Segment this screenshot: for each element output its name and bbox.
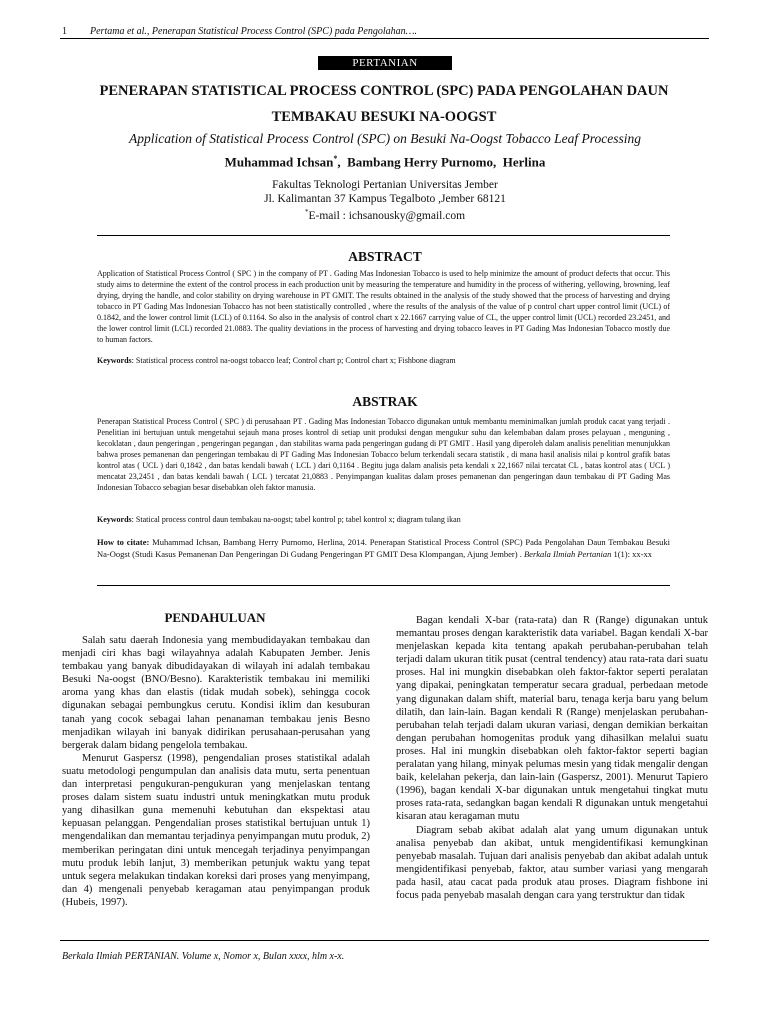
email-mark: * (304, 208, 309, 216)
abstract-body: Application of Statistical Process Control ( SPC ) in the company of PT . Gading Mas Indonesian Tobacco is used to help minimize the amount of product defects that occur. This study aims to determine the extent of the control process in each production unit by measuring the temperature and humidity in the process of withering, yellowing, browning, leaf drying, drying the handle, and color stability on drying warehouse in PT GMIT. The results obtained in the analysis of the study showed that the process of harvesting and drying tobacco in PT Gading Mas Indonesian Tobacco has not been statistically controlled , where the results of the analysis of the value of p control chart upper control limit (UCL) of 0.1842, and the lower control limit (LCL) of 0.1164. So also in the analysis of control chart x 22.1667 carrying value of CL, the upper control limit (UCL) recorded 23.2451, and the lower control limit (LCL) recorded 21.0883. The quality deviations in the process of harvesting and drying tobacco leaves in PT Gading Mas Indonesian Tobacco mostly due to human factors. (97, 269, 670, 344)
running-title: Pertama et al., Penerapan Statistical Process Control (SPC) pada Pengolahan…. (90, 26, 418, 37)
abstract-bottom-divider (97, 585, 670, 586)
keywords-label: Keywords (97, 515, 132, 524)
page-number: 1 (62, 26, 67, 37)
paragraph: Menurut Gaspersz (1998), pengendalian proses statistikal adalah suatu metodologi pengumpulan dan analisis data mutu, serta penentuan dan interpretasi pengukuran-pengukuran yang menjelaskan tentang proses dalam sistem suatu industri untuk meningkatkan mutu produk yang dihasilkan guna memenuhi kebutuhan dan ekspektasi atau kepuasan pelanggan. Pengendalian proses statistikal bertujuan untuk 1) mengendalikan dan memantau terjadinya penyimpangan mutu produk, 2) memberikan peringatan dini untuk mencegah terjadinya penyimpangan mutu produk lebih lanjut, 3) memberikan petunjuk waktu yang tepat untuk segera melakukan tindakan koreksi dari proses yang menyimpang, dan 4) mengenali penyebab keragaman atau penyimpangan produk (Hubeis, 1997). (62, 752, 370, 908)
corresponding-mark: * (333, 154, 338, 163)
paragraph: Diagram sebab akibat adalah alat yang umum digunakan untuk analisa penyebab dan akibat, untuk mengidentifikasi kemungkinan penyebab masalah. Tujuan dari analisis penyebab dan akibat adalah untuk mengidentifikasi penyebab, faktor, atau sumber variasi yang mengarah pada hasil, atau cacat pada produk atau proses. Diagram fishbone ini focus pada penyebab masalah dengan cara yang terstruktur dan tidak (396, 824, 708, 901)
abstract-heading: ABSTRACT (348, 249, 422, 264)
header-divider (60, 38, 709, 39)
affiliation-line-2: Jl. Kalimantan 37 Kampus Tegalboto ,Jember 68121 (264, 192, 506, 205)
keywords-label: Keywords (97, 356, 132, 365)
keywords-text: : Statistical process control na-oogst tobacco leaf; Control chart p; Control chart x; Fishbone diagram (131, 356, 456, 365)
citation (97, 536, 670, 560)
author-list: Muhammad Ichsan*, Bambang Herry Purnomo, Herlina (224, 154, 546, 170)
paragraph: Bagan kendali X-bar (rata-rata) dan R (Range) digunakan untuk memantau proses dengan karakteristik data variabel. Bagan kendali X-bar menjelaskan kepada kita tentang apakah perubahan-perubahan telah terjadi dalam ukuran titik pusat (central tendency) atau rata-rata dari suatu proses. Hal ini mungkin disebabkan oleh faktor-faktor seperti peralatan yang dipakai, peningkatan temperatur secara gradual, perbedaan metode yang digunakan dalam shift, material baru, tenaga kerja baru yang belum dilatih, dan lain-lain. Bagan kendali R (Range) menjelaskan perubahan-perubahan telah terjadi dalam ukuran variasi, dengan demikian berkaitan dengan perubahan homogenitas produk yang dihasilkan melalui suatu proses. Hal ini mungkin disebabkan oleh faktor-faktor seperti bagian peralatan yang hilang, minyak pelumas mesin yang tidak mengalir dengan baik, kelelahan pekerja, dan lain-lain (Gaspersz, 2001). Menurut Tapiero (1996), bagan kendali X-bar digunakan untuk mengetahui tingkat mutu proses rata-rata, sedangkan bagan kendali R digunakan untuk mengetahui kisaran atau keragaman mutu (396, 615, 708, 823)
intro-right-column (396, 614, 708, 902)
affiliation (60, 179, 710, 223)
email-line (60, 206, 710, 223)
title-line-2: TEMBAKAU BESUKI NA-OOGST (271, 109, 497, 125)
abstrak-heading: ABSTRAK (352, 394, 418, 409)
citation-journal: Berkala Ilmiah Pertanian (523, 549, 612, 559)
footer-divider (60, 940, 709, 941)
abstrak-body: Penerapan Statistical Process Control ( SPC ) di perusahaan PT . Gading Mas Indonesian Tobacco digunakan untuk membantu meminimalkan jumlah produk cacat yang terjadi . Penelitian ini bertujuan untuk mengetahui sejauh mana proses kontrol di setiap unit produksi dengan mengukur suhu dan kelembaban dalam proses pelayuan , menguning , kecoklatan , daun pengeringan , pengeringan pegangan , dan stabilitas warna pada pengeringan gudang di PT GMIT . Hasil yang diperoleh dalam analisis penelitian menunjukkan bahwa proses pemanenan dan pengeringan tembakau di PT Gading Mas Indonesian Tobacco belum terkendali secara statistik , di mana hasil analisis nilai p kontrol grafik batas kontrol atas ( UCL ) dari 0,1842 , dan batas kendali bawah ( LCL ) dari 0,1164 . Begitu juga dalam analisis peta kendali x 22,1667 nilai tercatat CL , batas kontrol atas ( UCL ) mencatat 23,2451 , dan batas kendali bawah ( LCL ) tercatat 21,0883 . Penyimpangan kualitas dalam proses pemanenan dan pengeringan daun tembakau di PT Gading Mas Indonesian Tobacco sebagian besar disebabkan oleh faktor manusia. (97, 417, 670, 492)
author-3: Herlina (502, 154, 546, 170)
section-label: PERTANIAN (318, 56, 452, 70)
title-line-1: PENERAPAN STATISTICAL PROCESS CONTROL (SPC) PADA PENGOLAHAN DAUN (99, 83, 669, 99)
intro-left-column (62, 634, 370, 909)
citation-text: Muhammad Ichsan, Bambang Herry Purnomo, Herlina, 2014. Penerapan Statistical Process Control (SPC) Pada Pengolahan Daun Tembakau Besuki Na-Oogst (Studi Kasus Pemanenan Dan Pengeringan Di Gudang Pengeringan PT GMIT Desa Klompangan, Ajung Jember) . (97, 537, 670, 559)
affiliation-line-1: Fakultas Teknologi Pertanian Universitas Jember (272, 179, 498, 191)
journal-footer: Berkala Ilmiah PERTANIAN. Volume x, Nomor x, Bulan xxxx, hlm x-x. (62, 951, 345, 962)
abstract-top-divider (97, 235, 670, 236)
email-address: E-mail : ichsanousky@gmail.com (308, 209, 466, 222)
keywords-text: : Statical process control daun tembakau na-oogst; tabel kontrol p; tabel kontrol x; diagram tulang ikan (131, 515, 461, 524)
author-1: Muhammad Ichsan (224, 154, 334, 170)
intro-heading: PENDAHULUAN (164, 610, 266, 625)
citation-tail: 1(1): xx-xx (611, 549, 652, 559)
article-subtitle: Application of Statistical Process Control (SPC) on Besuki Na-Oogst Tobacco Leaf Processing (128, 131, 642, 146)
abstrak-keywords (97, 515, 670, 524)
author-2: Bambang Herry Purnomo (347, 154, 493, 170)
abstract-keywords (97, 356, 670, 365)
paragraph: Salah satu daerah Indonesia yang membudidayakan tembakau dan menjadi ciri khas bagi wilayahnya adalah Kabupaten Jember. Jenis tembakau yang banyak dibudidayakan di wilayah ini adalah tembakau Besuki Na-oogst (BNO/Besno). Karakteristik tembakau ini memiliki aroma yang khas dan elastis (tidak mudah sobek), sehingga cocok digunakan sebagai pembungkus cerutu. Kondisi iklim dan kesuburan tanah yang cocok sebagai lahan penanaman tembakau jenis Besno menjadikan wilayah ini banyak didirikan perusahaan-perusahan yang bergerak dalam bidang pengelola tembakau. (62, 635, 370, 751)
citation-label: How to citate: (97, 537, 150, 547)
article-title (64, 78, 704, 130)
